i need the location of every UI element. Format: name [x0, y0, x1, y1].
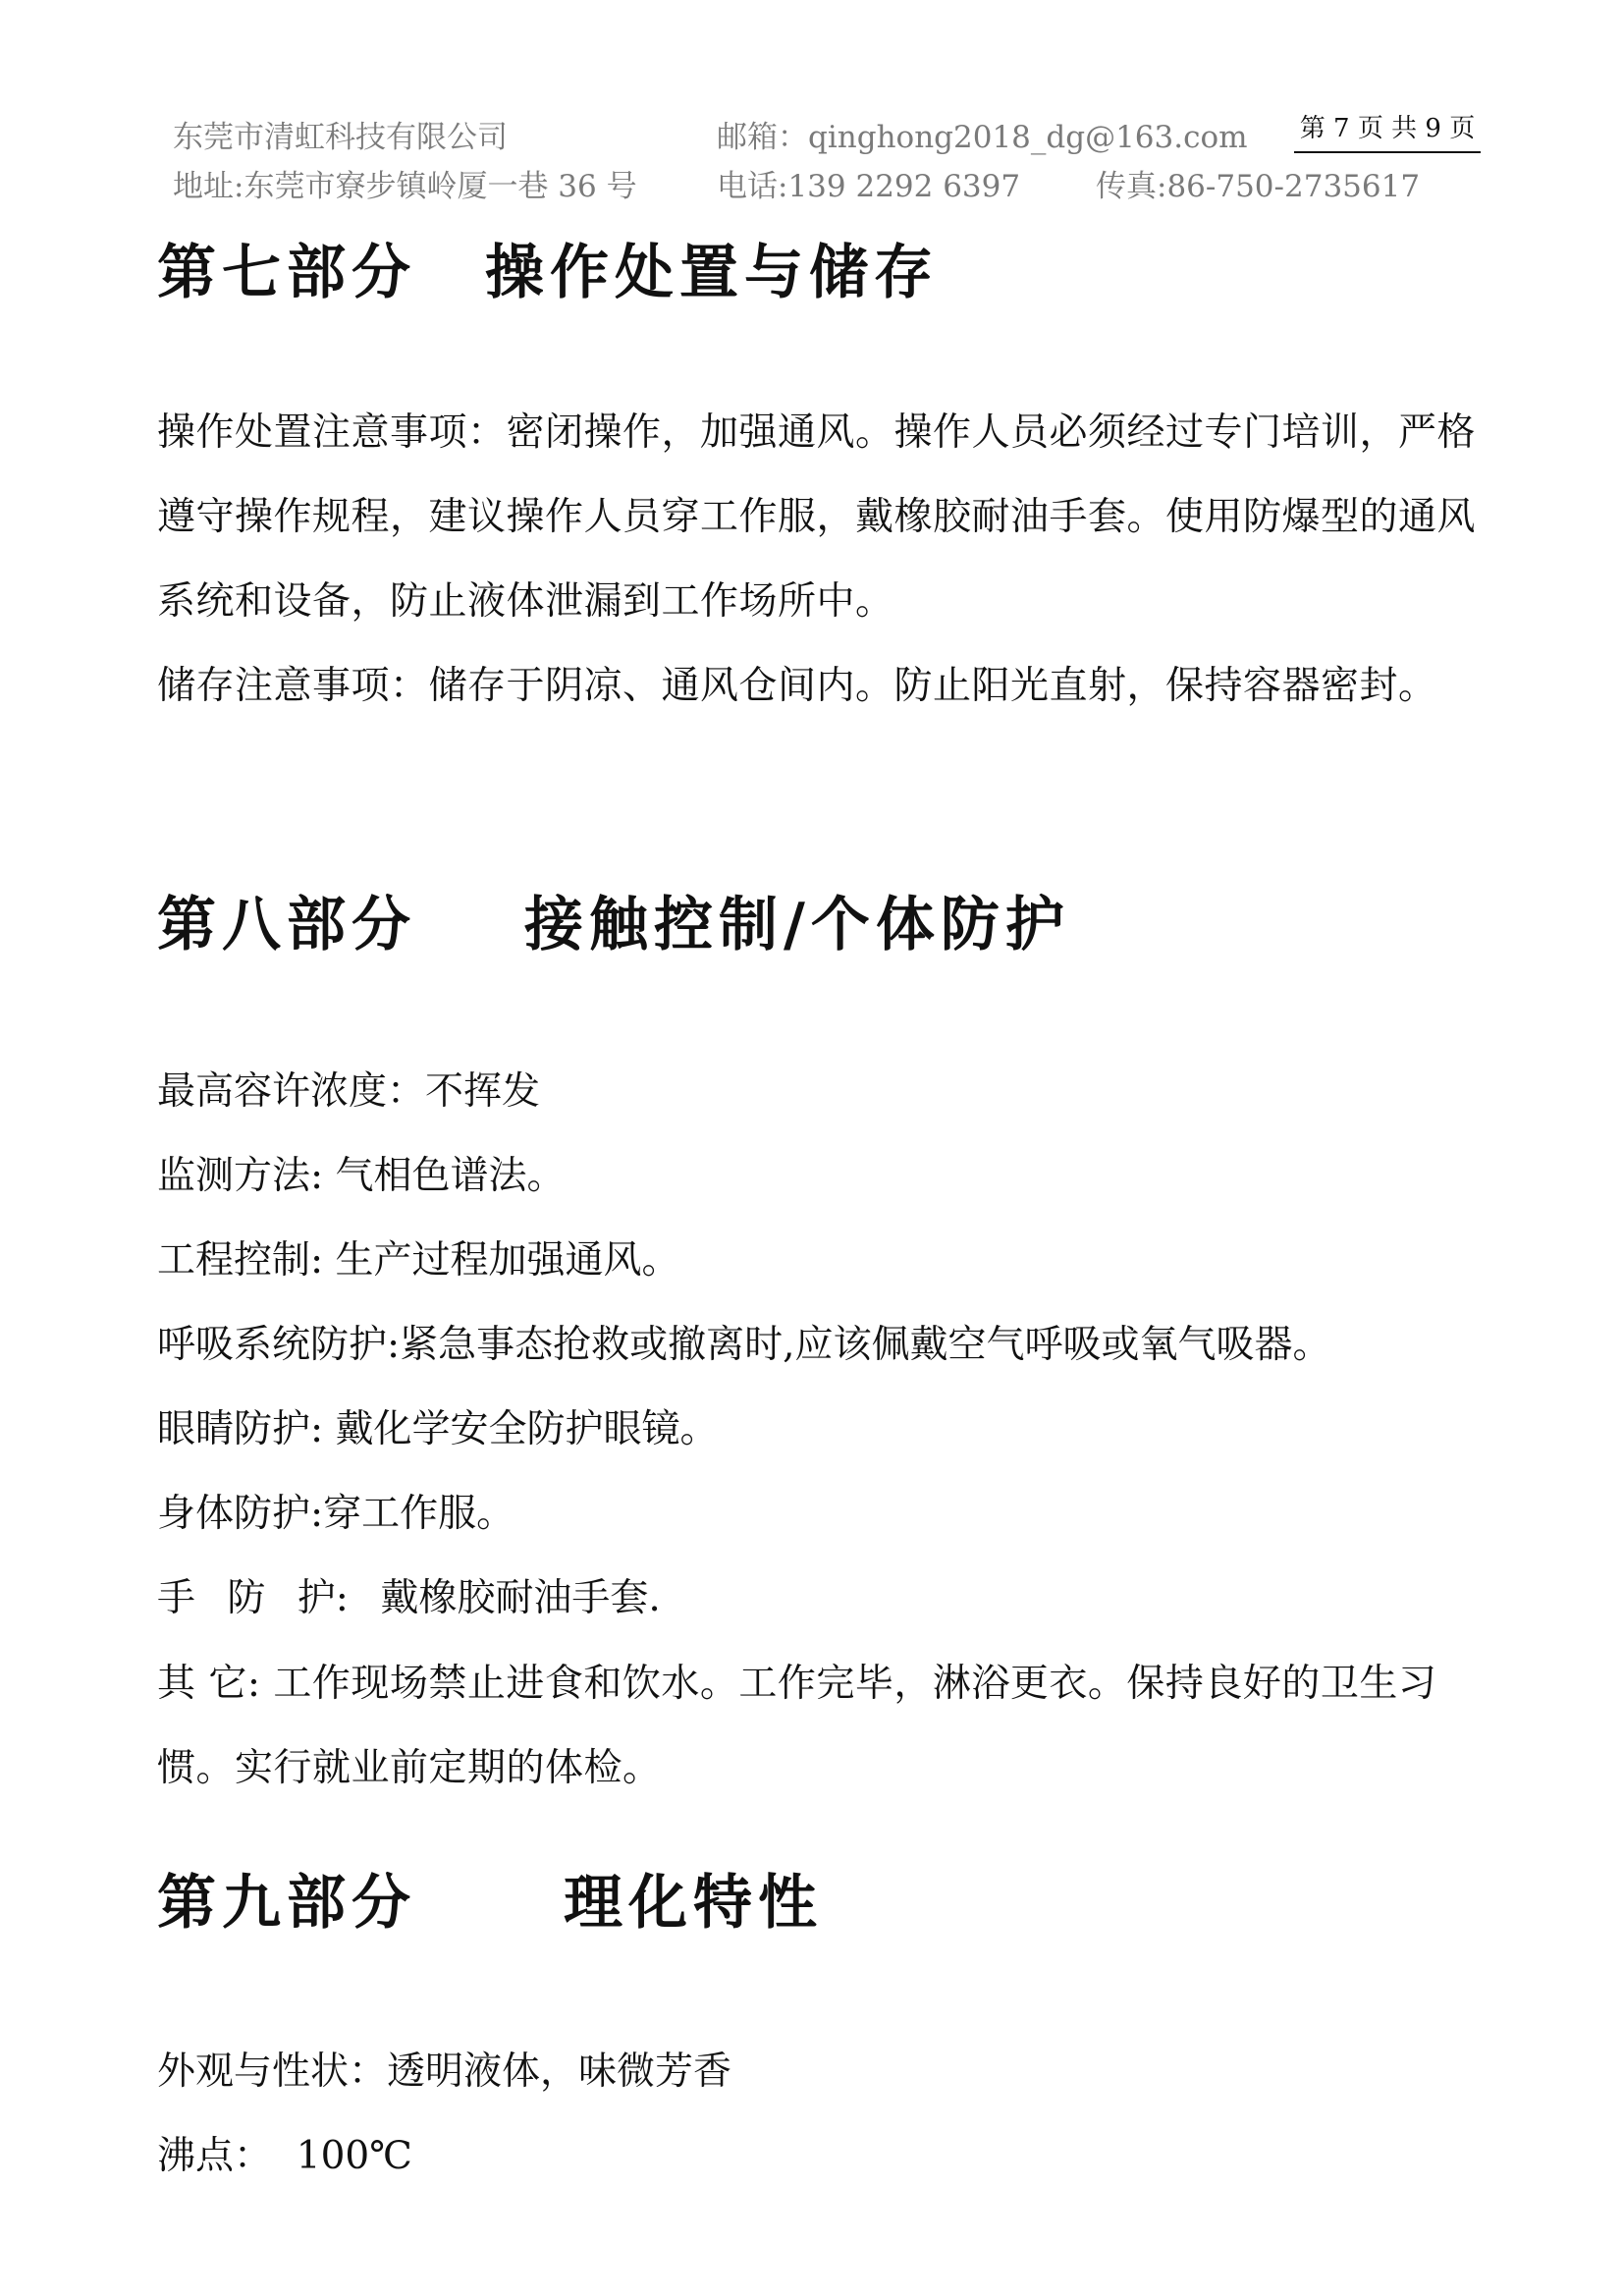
- section8-heading: [157, 891, 1070, 959]
- section8-item-eye: 眼睛防护: 戴化学安全防护眼镜。: [157, 1407, 719, 1451]
- section7-number: 第七部分: [157, 239, 416, 307]
- section8-item-monitoring: 监测方法: 气相色谱法。: [157, 1154, 566, 1198]
- section7-title: 操作处置与储存: [485, 239, 939, 307]
- company-fax: 传真:86-750-2735617: [1096, 169, 1421, 204]
- page-indicator: 第 7 页 共 9 页: [1294, 116, 1481, 153]
- company-phone: 电话:139 2292 6397: [717, 169, 1021, 204]
- section8-item-respiratory: 呼吸系统防护:紧急事态抢救或撤离时,应该佩戴空气呼吸或氧气吸器。: [157, 1323, 1331, 1367]
- section8-item-other-text: 其 它: 工作现场禁止进食和饮水。工作完毕，淋浴更衣。保持良好的卫生习惯。实行就业前定期的体检。: [157, 1662, 1437, 1790]
- section8-title: 接触控制/个体防护: [524, 891, 1070, 959]
- company-name: 东莞市清虹科技有限公司: [173, 120, 508, 155]
- company-email: 邮箱：qinghong2018_dg@163.com: [717, 120, 1248, 155]
- section9-title: 理化特性: [564, 1869, 823, 1938]
- section8-item-engineering: 工程控制: 生产过程加强通风。: [157, 1238, 680, 1283]
- section7-heading: [157, 239, 939, 307]
- section7-storage-paragraph: 储存注意事项：储存于阴凉、通风仓间内。防止阳光直射，保持容器密封。: [157, 664, 1437, 708]
- section9-heading: [157, 1869, 823, 1938]
- section8-item-body: 身体防护:穿工作服。: [157, 1492, 515, 1536]
- section9-appearance: 外观与性状：透明液体，味微芳香: [157, 2050, 732, 2094]
- section9-boiling-point: 沸点： 100℃: [157, 2134, 412, 2178]
- section8-item-max-concentration: 最高容许浓度：不挥发: [157, 1069, 541, 1114]
- section8-item-hand: 手 防 护: 戴橡胶耐油手套.: [157, 1576, 661, 1620]
- company-address: 地址:东莞市寮步镇岭厦一巷 36 号: [173, 169, 637, 204]
- section8-item-other: [157, 1642, 1483, 1811]
- section7-handling-paragraph: 操作处置注意事项：密闭操作，加强通风。操作人员必须经过专门培训，严格遵守操作规程，建议操作人员穿工作服，戴橡胶耐油手套。使用防爆型的通风系统和设备，防止液体泄漏到工作场所中。: [157, 410, 1477, 624]
- section9-number: 第九部分: [157, 1869, 416, 1938]
- section8-number: 第八部分: [157, 891, 416, 959]
